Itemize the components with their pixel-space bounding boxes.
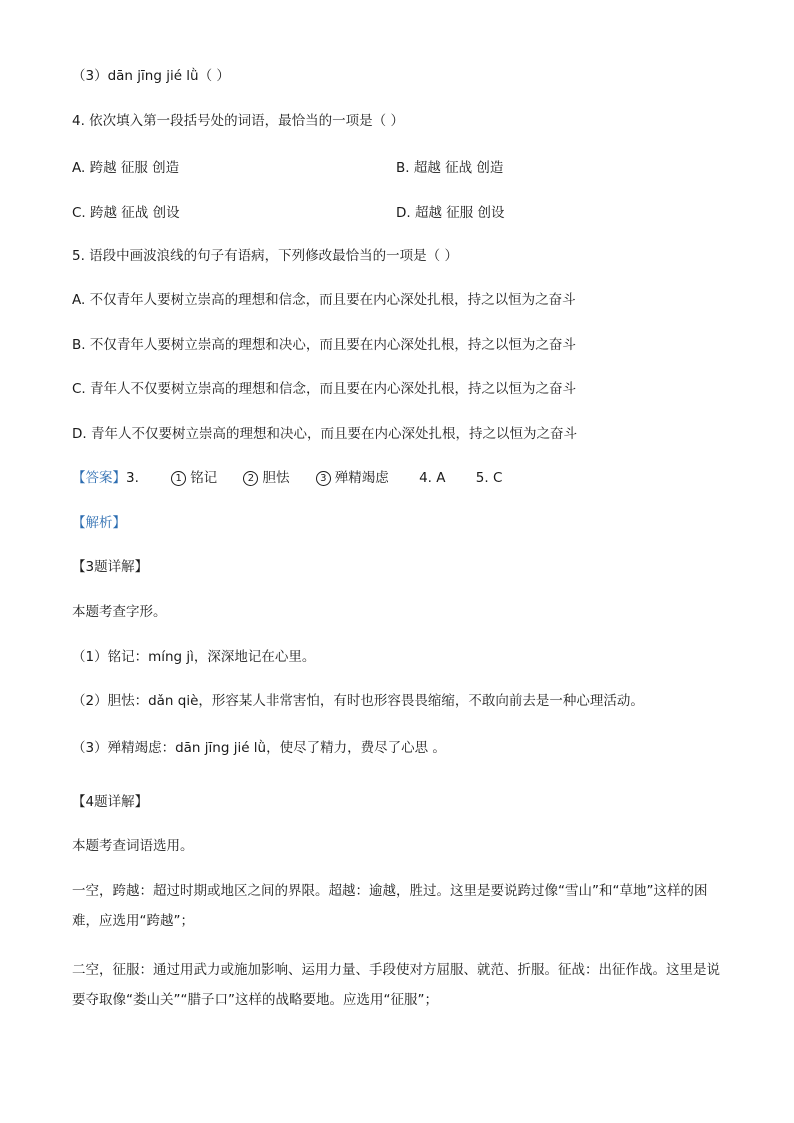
question-4-option-c: C. 跨越 征战 创设: [72, 205, 180, 221]
question-4-option-d: D. 超越 征服 创设: [396, 205, 505, 221]
circled-number-1: 1: [171, 471, 186, 486]
answer-item-1: 1 铭记: [171, 468, 217, 488]
question-4-option-b: B. 超越 征战 创造: [396, 160, 504, 176]
q4-detail-paragraph-1: 一空，跨越：超过时期或地区之间的界限。超越：逾越，胜过。这里是要说跨过像“雪山”和“草地”这样的困难，应选用“跨越”；: [72, 883, 708, 929]
q3-detail-header: 【3题详解】: [72, 559, 149, 575]
question-4-option-a: A. 跨越 征服 创造: [72, 160, 180, 176]
q4-detail-header: 【4题详解】: [72, 794, 149, 810]
circled-number-3: 3: [316, 471, 331, 486]
answer-item-3: 3 殚精竭虑: [316, 468, 389, 488]
question-5-option-b: B. 不仅青年人要树立崇高的理想和决心，而且要在内心深处扎根，持之以恒为之奋斗: [72, 337, 576, 353]
q4-detail-paragraph-2: 二空，征服：通过用武力或施加影响、运用力量、手段使对方屈服、就范、折服。征战：出征作战。这里是说要夺取像“娄山关”“腊子口”这样的战略要地。应选用“征服”；: [72, 962, 720, 1008]
answer-label: 【答案】: [72, 470, 126, 486]
answer-line: [72, 468, 502, 488]
answer-q5: 5. C: [475, 470, 503, 486]
q3-pinyin-line: （3）dān jīng jié lǜ（ ）: [72, 68, 230, 84]
question-4-stem: 4. 依次填入第一段括号处的词语，最恰当的一项是（ ）: [72, 113, 404, 129]
answer-q3-number: 3.: [126, 470, 139, 486]
question-5-option-d: D. 青年人不仅要树立崇高的理想和决心，而且要在内心深处扎根，持之以恒为之奋斗: [72, 426, 577, 442]
q4-detail-intro: 本题考查词语选用。: [72, 838, 194, 854]
circled-number-2: 2: [243, 471, 258, 486]
question-5-option-c: C. 青年人不仅要树立崇高的理想和信念，而且要在内心深处扎根，持之以恒为之奋斗: [72, 381, 577, 397]
q3-detail-intro: 本题考查字形。: [72, 604, 167, 620]
question-5-stem: 5. 语段中画波浪线的句子有语病，下列修改最恰当的一项是（ ）: [72, 248, 458, 264]
q3-detail-item-3: （3）殚精竭虑：dān jīng jié lǜ，使尽了精力，费尽了心思 。: [72, 740, 446, 756]
analysis-label: 【解析】: [72, 515, 126, 531]
answer-item-2: 2 胆怯: [243, 468, 289, 488]
answer-q4: 4. A: [419, 470, 446, 486]
question-5-option-a: A. 不仅青年人要树立崇高的理想和信念，而且要在内心深处扎根，持之以恒为之奋斗: [72, 292, 576, 308]
q3-detail-item-1: （1）铭记：míng jì，深深地记在心里。: [72, 649, 316, 665]
q3-detail-item-2: （2）胆怯：dǎn qiè，形容某人非常害怕，有时也形容畏畏缩缩，不敢向前去是一种心理活动。: [72, 693, 644, 709]
